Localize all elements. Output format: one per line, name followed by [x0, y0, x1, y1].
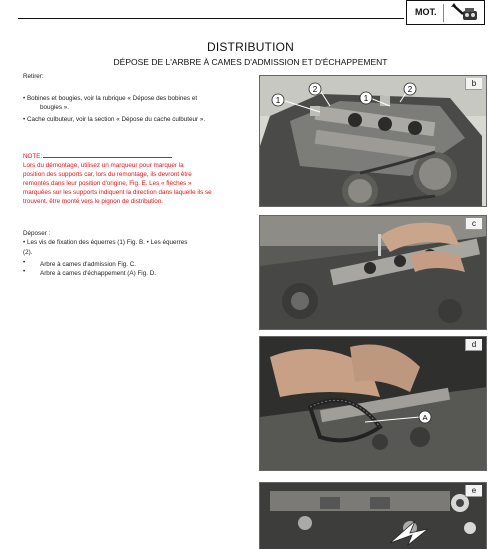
deposer-item-1-line-2: (2).	[23, 249, 33, 256]
note-label: NOTE:	[23, 153, 43, 160]
deposer-heading: Déposer :	[23, 230, 51, 237]
deposer-bullet-2: •	[23, 259, 26, 266]
figure-d-photo	[259, 336, 487, 471]
bullet-1-line-1: • Bobines et bougies, voir la rubrique « Dépose des bobines et	[23, 95, 198, 102]
retirer-heading: Retirer:	[23, 73, 44, 80]
deposer-item-2: Arbre à cames d'admission Fig. C.	[40, 261, 137, 268]
deposer-bullet-3: •	[23, 268, 26, 275]
figure-b-photo	[259, 75, 487, 207]
note-line-3: remontés dans leur position d'origine, Fig. E. Les « flèches »	[23, 180, 192, 187]
note-underline	[43, 157, 172, 158]
page-title: DISTRIBUTION	[206, 40, 295, 54]
figure-b-letter: b	[465, 78, 482, 90]
figure-b-callout-1a: 1	[275, 96, 281, 105]
figure-d-letter: d	[465, 339, 482, 351]
section-tag: MOT.	[415, 7, 437, 17]
note-line-4: marquées sur les supports indiquent la direction dans laquelle ils se	[23, 189, 212, 196]
figure-c-photo	[259, 215, 487, 330]
bullet-2: • Cache culbuteur, voir la section « Dépose du cache culbuteur ».	[23, 116, 206, 123]
figure-b-callout-2a: 2	[312, 85, 318, 94]
header-rule	[18, 18, 404, 19]
bullet-1-line-2: bougies ».	[40, 104, 70, 111]
figure-c-letter: c	[465, 218, 482, 230]
figure-d-callout-a: A	[422, 413, 428, 422]
section-tag-box	[406, 0, 485, 25]
note-line-5: trouvent. être monté vers le pignon de distribution.	[23, 198, 164, 205]
figure-b-callout-1b: 1	[363, 94, 369, 103]
note-line-2: position des supports car, lors du remontage, ils devront être	[23, 171, 192, 178]
figure-e-letter: e	[465, 485, 482, 497]
figure-e-photo	[259, 482, 487, 549]
note-heading	[23, 153, 172, 162]
page-subtitle: DÉPOSE DE L'ARBRE À CAMES D'ADMISSION ET D'ÉCHAPPEMENT	[113, 57, 388, 67]
note-line-1: Lors du démontage, utilisez un marqueur pour marquer la	[23, 162, 184, 169]
deposer-item-1-line-1: • Les vis de fixation des équerres (1) Fig. B. • Les équerres	[23, 239, 188, 246]
engine-wrench-icon	[451, 3, 483, 29]
deposer-item-3: Arbre à cames d'échappement (A) Fig. D.	[40, 270, 156, 277]
section-tag-divider	[443, 4, 444, 22]
figure-b-callout-2b: 2	[407, 85, 413, 94]
